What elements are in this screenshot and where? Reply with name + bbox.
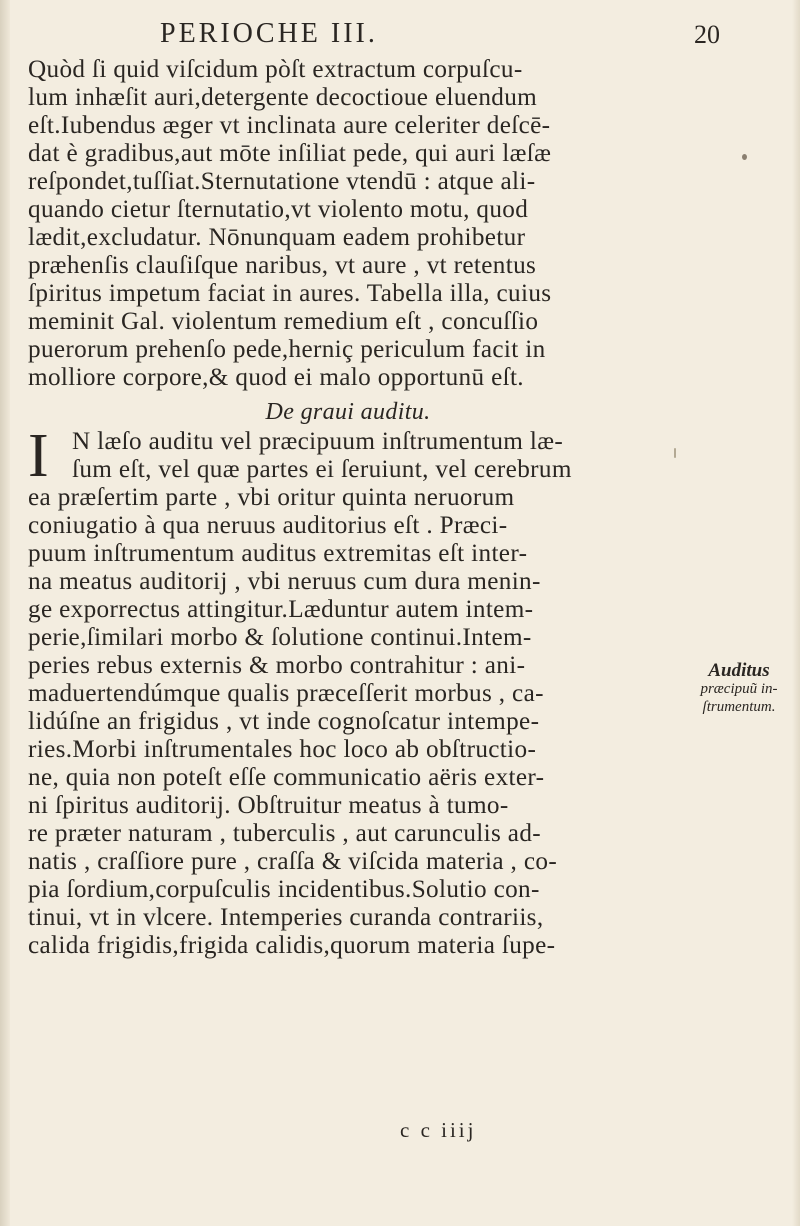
text-line: ſpiritus impetum faciat in aures. Tabella illa, cuius bbox=[28, 280, 552, 307]
marginal-note-line: ſtrumentum. bbox=[702, 699, 776, 715]
text-line: molliore corpore,& quod ei malo opportunū eſt. bbox=[28, 364, 524, 391]
signature-mark: c c iiij bbox=[400, 1118, 477, 1142]
text-line: perie,ſimilari morbo & ſolutione continui.Intem- bbox=[28, 624, 532, 651]
running-head bbox=[160, 18, 720, 58]
drop-cap: I bbox=[28, 422, 49, 490]
page-edge bbox=[792, 0, 800, 1226]
text-line: dat è gradibus,aut mōte inſiliat pede, qui auri læſæ bbox=[28, 140, 552, 167]
text-line: meminit Gal. violentum remedium eſt , concuſſio bbox=[28, 308, 539, 335]
marginal-note-line: præcipuũ in- bbox=[700, 681, 778, 697]
page-number: 20 bbox=[694, 20, 720, 49]
text-line: N læſo auditu vel præcipuum inſtrumentum læ- bbox=[72, 428, 564, 455]
section-heading: De graui auditu. bbox=[265, 399, 431, 425]
drop-cap-block bbox=[28, 422, 668, 490]
text-line: natis , craſſiore pure , craſſa & viſcida materia , co- bbox=[28, 848, 558, 875]
running-head-title: PERIOCHE III. bbox=[160, 18, 378, 49]
text-line: ni ſpiritus auditorij. Obſtruitur meatus à tumo- bbox=[28, 792, 509, 819]
text-line: ea præſertim parte , vbi oritur quinta neruorum bbox=[28, 484, 515, 511]
binding-gutter bbox=[0, 0, 10, 1226]
text-line: lædit,excludatur. Nōnunquam eadem prohibetur bbox=[28, 224, 526, 251]
text-line: Quòd ſi quid viſcidum pòſt extractum corpuſcu- bbox=[28, 56, 523, 83]
text-line: puerorum prehenſo pede,herniç periculum facit in bbox=[28, 336, 546, 363]
text-line: coniugatio à qua neruus auditorius eſt . Præci- bbox=[28, 512, 508, 539]
body-text bbox=[28, 56, 668, 960]
paragraph-2 bbox=[28, 422, 668, 960]
text-line: pia ſordium,corpuſculis incidentibus.Solutio con- bbox=[28, 876, 540, 903]
text-line: ge exporrectus attingitur.Læduntur autem intem- bbox=[28, 596, 534, 623]
text-line: peries rebus externis & morbo contrahitur : ani- bbox=[28, 652, 526, 679]
text-line: maduertendúmque qualis præceſſerit morbus , ca- bbox=[28, 680, 544, 707]
text-line: præhenſis clauſiſque naribus, vt aure , vt retentus bbox=[28, 252, 537, 279]
text-line: quando cietur ſternutatio,vt violento motu, quod bbox=[28, 196, 529, 223]
text-line: puum inſtrumentum auditus extremitas eſt inter- bbox=[28, 540, 528, 567]
text-line: eſt.Iubendus æger vt inclinata aure celeriter deſcē- bbox=[28, 112, 551, 139]
text-line: ries.Morbi inſtrumentales hoc loco ab obſtructio- bbox=[28, 736, 537, 763]
marginal-note bbox=[680, 662, 798, 716]
paragraph-1 bbox=[28, 56, 668, 392]
ink-speck bbox=[742, 154, 747, 160]
marginal-note-line: Auditus bbox=[708, 660, 770, 681]
text-line: re præter naturam , tuberculis , aut carunculis ad- bbox=[28, 820, 542, 847]
text-line: lum inhæſit auri,detergente decoctioue eluendum bbox=[28, 84, 538, 111]
text-line: tinui, vt in vlcere. Intemperies curanda contrariis, bbox=[28, 904, 544, 931]
text-line: ne, quia non poteſt eſſe communicatio aëris exter- bbox=[28, 764, 545, 791]
text-line: na meatus auditorij , vbi neruus cum dura menin- bbox=[28, 568, 541, 595]
text-line: reſpondet,tuſſiat.Sternutatione vtendū : atque ali- bbox=[28, 168, 536, 195]
text-line: ſum eſt, vel quæ partes ei ſeruiunt, vel cerebrum bbox=[72, 456, 572, 483]
text-line: calida frigidis,frigida calidis,quorum materia ſupe- bbox=[28, 932, 556, 959]
text-line: lidúſne an frigidus , vt inde cognoſcatur intempe- bbox=[28, 708, 540, 735]
ink-speck bbox=[674, 448, 676, 458]
